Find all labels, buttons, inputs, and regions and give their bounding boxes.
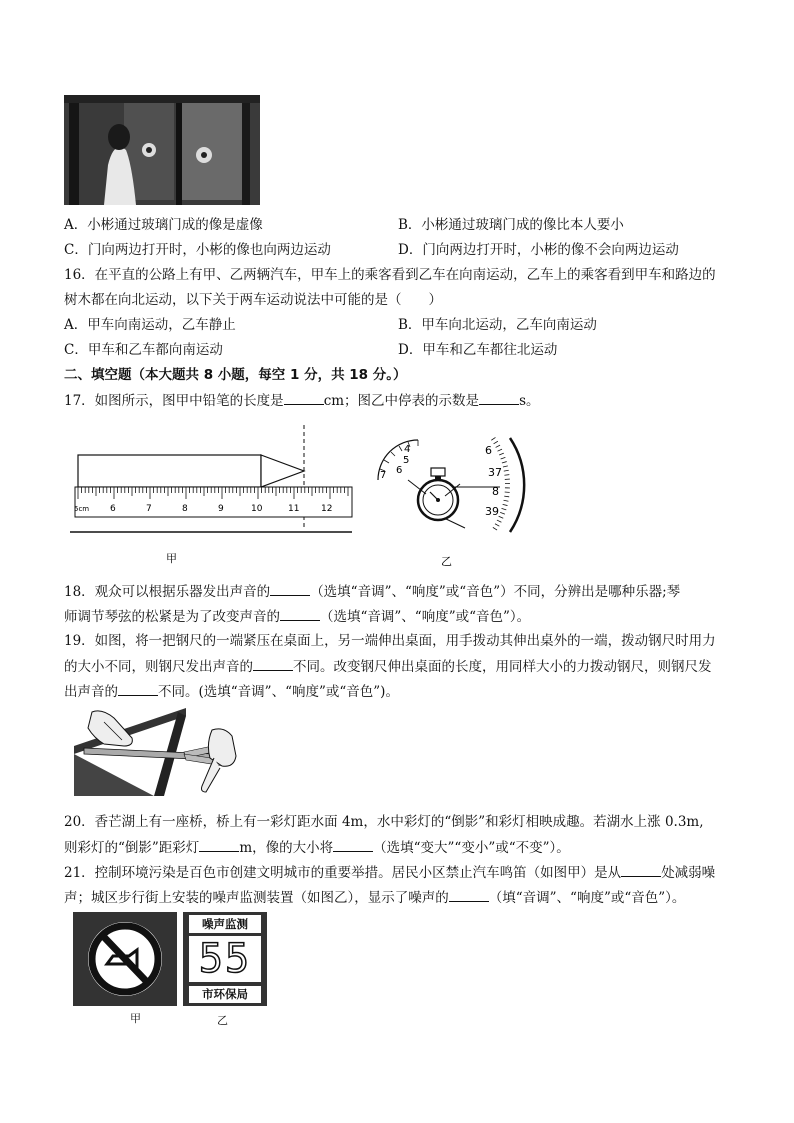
scale-label: 6 bbox=[485, 444, 492, 457]
q17-text-3: s。 bbox=[519, 393, 540, 409]
glass-door-photo bbox=[64, 95, 260, 205]
q19-text: 不同。改变钢尺伸出桌面的长度，用同样大小的力拨动钢尺，则钢尺发 bbox=[293, 659, 712, 675]
scale-tick bbox=[504, 470, 509, 471]
ruler-pencil-figure bbox=[70, 420, 360, 570]
q16-option-b: B．甲车向北运动，乙车向南运动 bbox=[398, 317, 597, 333]
answer-blank[interactable] bbox=[333, 838, 373, 852]
q17-text-1: 17．如图所示，图甲中铅笔的长度是 bbox=[64, 393, 284, 409]
scale-tick bbox=[493, 527, 497, 530]
ruler-label: 10 bbox=[251, 504, 263, 514]
q19-line1: 19．如图，将一把钢尺的一端紧压在桌面上，另一端伸出桌面，用手拨动其伸出桌外的一端，拨动钢尺时用力 bbox=[64, 633, 716, 649]
q20-text: （选填“变大”“变小”或“不变”）。 bbox=[373, 840, 570, 856]
q16-option-c: C．甲车和乙车都向南运动 bbox=[64, 342, 223, 358]
answer-blank[interactable] bbox=[199, 838, 239, 852]
option-b: B．小彬通过玻璃门成的像比本人要小 bbox=[398, 217, 624, 233]
answer-blank[interactable] bbox=[449, 888, 489, 902]
q19-text: 的大小不同，则钢尺发出声音的 bbox=[64, 659, 253, 675]
q20-text: m，像的大小将 bbox=[239, 840, 334, 856]
ruler-label: 5cm bbox=[74, 505, 90, 513]
scale-label: 37 bbox=[488, 466, 502, 479]
caption-jia-2: 甲 bbox=[130, 1012, 141, 1025]
option-c: C．门向两边打开时，小彬的像也向两边运动 bbox=[64, 242, 331, 258]
q21-text: 声；城区步行街上安装的噪声监测装置（如图乙），显示了噪声的 bbox=[64, 890, 449, 906]
answer-blank[interactable] bbox=[118, 682, 158, 696]
scale-tick bbox=[504, 475, 509, 476]
scale-tick bbox=[503, 466, 508, 467]
q19-line2 bbox=[64, 657, 712, 676]
ruler-label: 6 bbox=[110, 504, 116, 514]
scale-tick bbox=[500, 512, 505, 514]
scale-label: 8 bbox=[492, 485, 499, 498]
scale-tick bbox=[504, 500, 509, 501]
q21-text: 处减弱噪 bbox=[661, 865, 716, 881]
answer-blank[interactable] bbox=[479, 391, 519, 405]
q16-stem-line1: 16．在平直的公路上有甲、乙两辆汽车，甲车上的乘客看到乙车在向南运动，乙车上的乘客看到甲车和路边的 bbox=[64, 267, 716, 283]
q18-line2 bbox=[64, 607, 530, 626]
dial-label: 6 bbox=[396, 465, 403, 476]
answer-blank[interactable] bbox=[621, 863, 661, 877]
q18-text: （选填“音调”、“响度”或“音色”）。 bbox=[320, 609, 531, 625]
q21-line2 bbox=[64, 888, 685, 907]
option-a: A．小彬通过玻璃门成的像是虚像 bbox=[64, 217, 263, 233]
q17-stem bbox=[64, 391, 540, 410]
noise-monitor bbox=[183, 912, 267, 1006]
q19-text: 出声音的 bbox=[64, 684, 118, 700]
q18-text: 师调节琴弦的松紧是为了改变声音的 bbox=[64, 609, 280, 625]
monitor-footer: 市环保局 bbox=[189, 986, 261, 1003]
q16-option-d: D．甲车和乙车都往北运动 bbox=[398, 342, 558, 358]
scale-tick bbox=[497, 520, 501, 522]
scale-tick bbox=[494, 441, 498, 444]
q17-text-2: cm；图乙中停表的示数是 bbox=[323, 393, 480, 409]
q18-line1 bbox=[64, 582, 680, 601]
ruler-label: 12 bbox=[321, 504, 333, 514]
option-d: D．门向两边打开时，小彬的像不会向两边运动 bbox=[398, 242, 679, 258]
scale-tick bbox=[491, 437, 495, 440]
ruler-label: 7 bbox=[146, 504, 152, 514]
q16-stem-line2: 树木都在向北运动，以下关于两车运动说法中可能的是（ ） bbox=[64, 292, 442, 308]
monitor-value: 55 bbox=[198, 936, 252, 982]
steel-ruler-figure bbox=[74, 708, 244, 796]
ruler-label: 8 bbox=[182, 504, 188, 514]
q20-text: 则彩灯的“倒影”距彩灯 bbox=[64, 840, 200, 856]
monitor-title: 噪声监测 bbox=[189, 915, 261, 933]
answer-blank[interactable] bbox=[280, 607, 320, 621]
scale-tick bbox=[504, 496, 509, 497]
caption-yi-2: 乙 bbox=[217, 1014, 228, 1027]
dial-label: 7 bbox=[380, 470, 387, 481]
scale-tick bbox=[501, 457, 506, 459]
ruler-label: 9 bbox=[218, 504, 224, 514]
no-horn-sign bbox=[73, 912, 177, 1006]
q21-line1 bbox=[64, 863, 715, 882]
scale-tick bbox=[499, 516, 504, 518]
scale-label: 39 bbox=[485, 505, 499, 518]
q19-text: 不同。(选填“音调”、“响度”或“音色”)。 bbox=[158, 684, 399, 700]
q20-line2 bbox=[64, 838, 570, 857]
caption-yi: 乙 bbox=[441, 555, 452, 568]
scale-tick bbox=[495, 524, 499, 526]
dial-label: 4 bbox=[404, 444, 411, 455]
section-heading: 二、填空题（本大题共 8 小题，每空 1 分，共 18 分。） bbox=[64, 367, 407, 383]
scale-tick bbox=[503, 504, 508, 505]
answer-blank[interactable] bbox=[270, 582, 310, 596]
scale-tick bbox=[498, 449, 503, 451]
q20-line1: 20．香芒湖上有一座桥，桥上有一彩灯距水面 4m，水中彩灯的“倒影”和彩灯相映成趣。若湖水上涨 0.3m, bbox=[64, 814, 704, 830]
q21-text: （填“音调”、“响度”或“音色”）。 bbox=[488, 890, 686, 906]
q18-text: 18．观众可以根据乐器发出声音的 bbox=[64, 584, 271, 600]
q21-text: 21．控制环境污染是百色市创建文明城市的重要举措。居民小区禁止汽车鸣笛（如图甲）是从 bbox=[64, 865, 622, 881]
q18-text: （选填“音调”、“响度”或“音色”）不同，分辨出是哪种乐器;琴 bbox=[310, 584, 681, 600]
scale-tick bbox=[496, 445, 500, 447]
q16-option-a: A．甲车向南运动，乙车静止 bbox=[64, 317, 236, 333]
q19-line3 bbox=[64, 682, 399, 701]
scale-tick bbox=[499, 453, 504, 455]
stopwatch-figure bbox=[370, 432, 530, 572]
caption-jia: 甲 bbox=[166, 552, 177, 565]
answer-blank[interactable] bbox=[253, 657, 293, 671]
monitor-display bbox=[189, 936, 261, 982]
dial-label: 5 bbox=[403, 455, 410, 466]
scale-tick bbox=[502, 508, 507, 509]
ruler-label: 11 bbox=[288, 504, 300, 514]
answer-blank[interactable] bbox=[284, 391, 324, 405]
scale-tick bbox=[502, 462, 507, 463]
